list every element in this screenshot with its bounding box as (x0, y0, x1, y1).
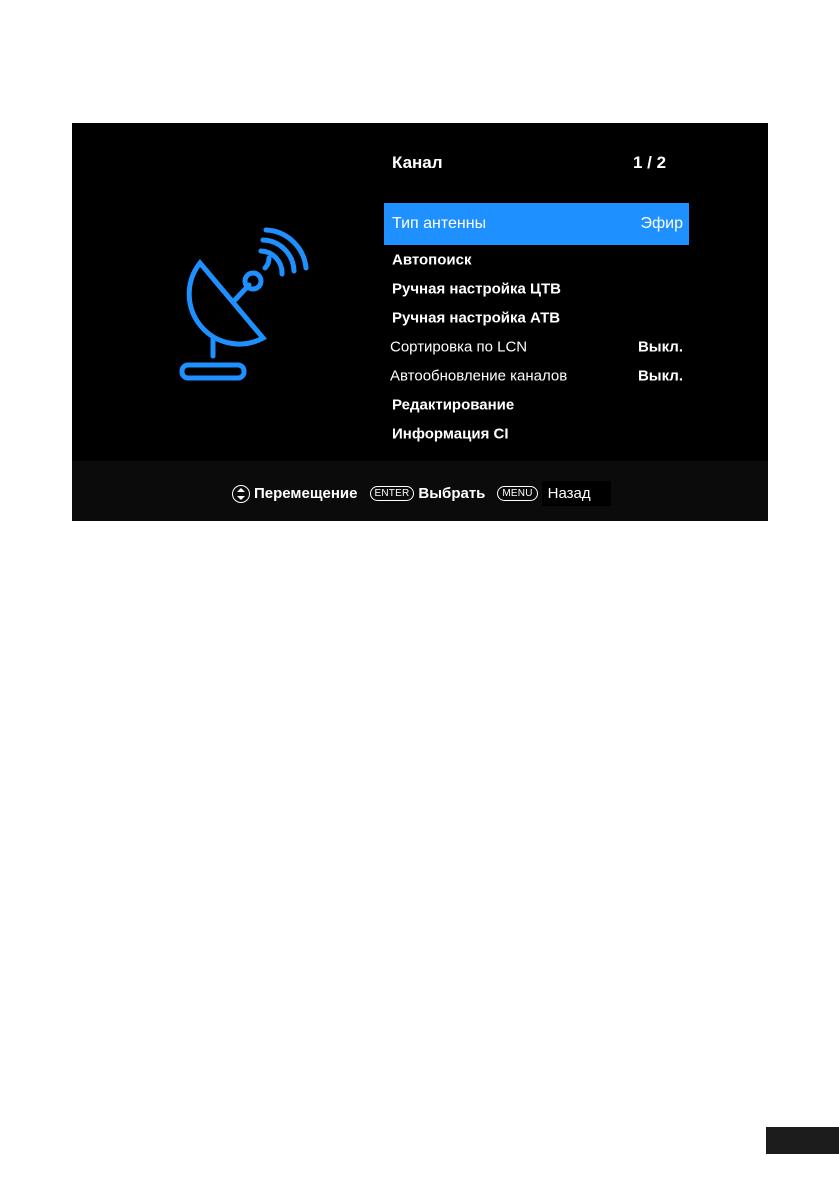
menu-item-value: Эфир (640, 215, 683, 232)
menu-item-editing[interactable] (384, 391, 689, 419)
menu-item-autosearch[interactable] (384, 246, 689, 274)
menu-item-label: Автопоиск (392, 251, 472, 269)
menu-item-label: Ручная настройка ЦТВ (392, 280, 561, 298)
menu-item-manual-dtv[interactable] (384, 275, 689, 303)
menu-item-antenna-type[interactable] (384, 203, 689, 245)
menu-item-label: Сортировка по LCN (390, 338, 528, 356)
hint-back-label: Назад (542, 481, 611, 506)
hint-bar (72, 461, 768, 521)
menu-item-label: Информация CI (392, 425, 509, 443)
menu-item-value: Выкл. (637, 367, 683, 385)
hint-select-label: Выбрать (418, 485, 486, 502)
menu-item-auto-update[interactable] (384, 362, 689, 390)
menu-item-ci-info[interactable] (384, 420, 689, 448)
hint-back (497, 481, 610, 506)
satellite-dish-icon (172, 223, 317, 388)
menu-item-label: Редактирование (392, 396, 515, 414)
page-indicator: 1 / 2 (633, 153, 667, 172)
menu-item-label: Тип антенны (392, 215, 487, 232)
menu-item-label: Автообновление каналов (390, 367, 568, 385)
hint-move (232, 485, 358, 503)
menu-item-label: Ручная настройка АТВ (392, 309, 561, 327)
menu-item-manual-atv[interactable] (384, 304, 689, 332)
page-corner-tab (766, 1127, 839, 1154)
menu-key-badge: MENU (497, 486, 537, 501)
menu-title: Канал (392, 153, 443, 172)
hint-move-label: Перемещение (254, 485, 358, 502)
menu-item-lcn-sort[interactable] (384, 333, 689, 361)
menu-item-value: Выкл. (637, 338, 683, 356)
enter-key-badge: ENTER (370, 486, 415, 501)
up-down-arrows-icon (232, 485, 250, 503)
hint-select (370, 485, 486, 502)
hint-list (232, 481, 623, 506)
tv-menu-screen (72, 123, 768, 521)
